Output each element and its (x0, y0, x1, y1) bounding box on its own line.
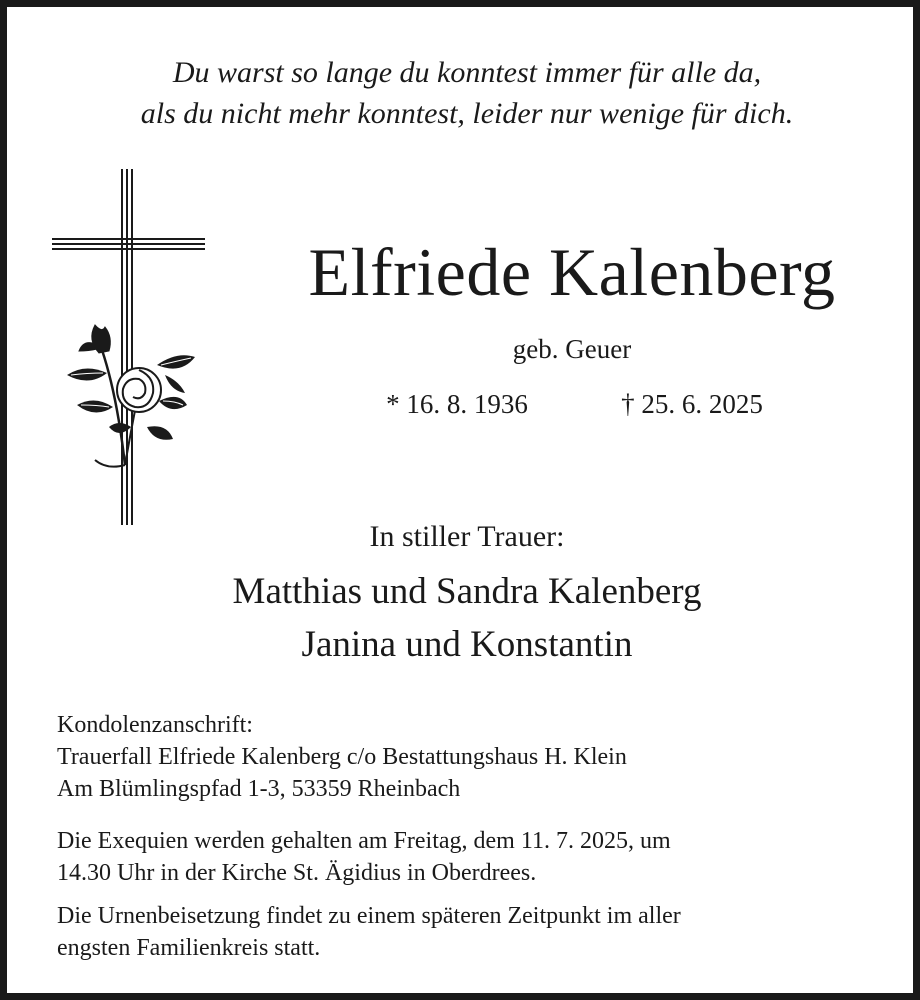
condolence-address-line: Am Blümlingspfad 1-3, 53359 Rheinbach (57, 776, 461, 802)
condolence-address (57, 709, 887, 805)
burial-line: engsten Familienkreis statt. (57, 935, 321, 961)
burial-line: Die Urnenbeisetzung findet zu einem späteren Zeitpunkt im aller (57, 903, 681, 929)
mourner-line: Matthias und Sandra Kalenberg (232, 571, 702, 612)
exequies-line: Die Exequien werden gehalten am Freitag, dem 11. 7. 2025, um (57, 828, 671, 854)
exequies-line: 14.30 Uhr in der Kirche St. Ägidius in Oberdrees. (57, 860, 537, 886)
death-date: † 25. 6. 2025 (621, 389, 763, 419)
exequies-notice (57, 825, 887, 889)
mourning-label: In stiller Trauer: (369, 520, 565, 553)
maiden-name: geb. Geuer (512, 334, 632, 364)
birth-date: * 16. 8. 1936 (386, 389, 528, 419)
condolence-address-line: Trauerfall Elfriede Kalenberg c/o Bestattungshaus H. Klein (57, 744, 627, 770)
quote-line-1: Du warst so lange du konntest immer für alle da, (172, 56, 762, 89)
cross-with-roses-icon (47, 165, 217, 535)
mourner-line: Janina und Konstantin (301, 624, 633, 665)
quote-line-2: als du nicht mehr konntest, leider nur wenige für dich. (140, 97, 794, 130)
burial-notice (57, 900, 887, 964)
condolence-label: Kondolenzanschrift: (57, 712, 253, 738)
deceased-name: Elfriede Kalenberg (308, 234, 836, 310)
